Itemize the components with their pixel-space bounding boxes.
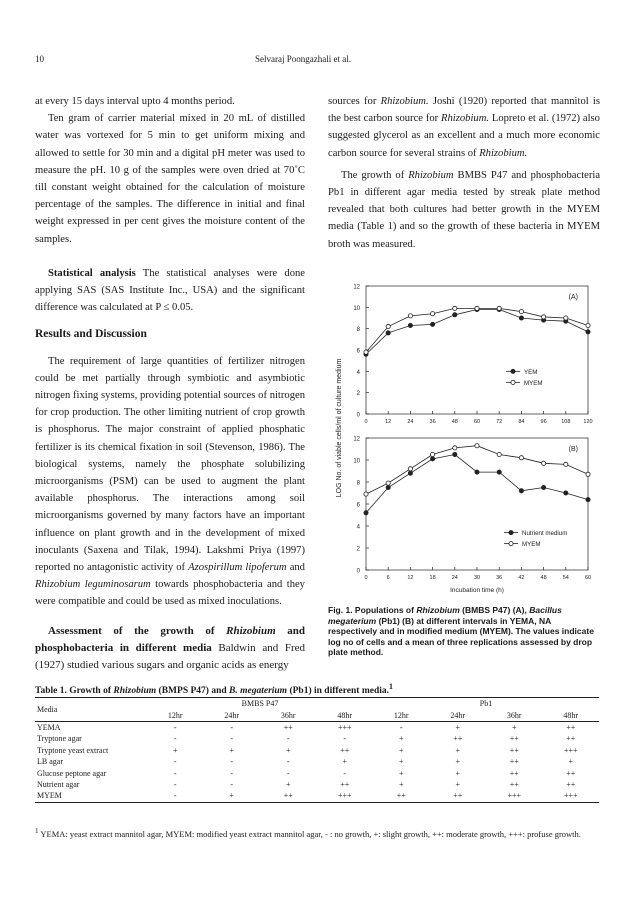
x-axis-label: Incubation time (h) <box>450 587 504 594</box>
media-name: Nutrient agar <box>37 779 80 789</box>
growth-cell: ++ <box>566 768 576 778</box>
x-tick-label: 36 <box>429 419 436 425</box>
growth-cell: - <box>173 757 177 767</box>
data-point <box>497 452 501 456</box>
hour-header: 24hr <box>450 710 466 720</box>
x-tick-label: 60 <box>584 575 592 581</box>
growth-cell: ++ <box>283 722 293 732</box>
growth-cell: ++ <box>566 779 576 789</box>
growth-cell: + <box>398 757 404 767</box>
growth-cell: ++ <box>340 745 350 755</box>
hour-header: 48hr <box>563 710 579 720</box>
x-tick-label: 24 <box>451 575 458 581</box>
table-title: Table 1. Growth of Rhizobium (BMPS P47) and B. megaterium (Pb1) in different media.$^1$ <box>35 682 393 697</box>
y-tick-label: 0 <box>356 412 360 419</box>
table-row <box>35 767 599 778</box>
data-point <box>431 457 435 461</box>
legend-marker <box>509 531 513 535</box>
growth-cell: - <box>230 734 234 744</box>
group-header: BMBS P47 <box>241 699 279 709</box>
page-number: 10 <box>35 54 44 64</box>
data-point <box>408 314 412 318</box>
growth-cell: + <box>455 745 460 755</box>
panel-label: (A) <box>568 294 578 301</box>
hour-header: 12hr <box>167 710 183 720</box>
data-point <box>564 491 568 495</box>
media-name: Tryptone yeast extract <box>37 745 109 755</box>
x-tick-label: 0 <box>364 419 368 425</box>
growth-cell: ++ <box>340 779 350 789</box>
data-point <box>386 481 390 485</box>
hour-header: 36hr <box>506 710 522 720</box>
data-point <box>564 316 568 320</box>
left-column <box>35 93 305 674</box>
growth-cell: - <box>286 768 290 778</box>
growth-cell: - <box>286 757 290 767</box>
y-tick-label: 8 <box>356 327 360 334</box>
x-tick-label: 36 <box>496 575 503 581</box>
x-tick-label: 30 <box>473 575 481 581</box>
data-point <box>408 471 412 475</box>
media-name: MYEM <box>37 791 62 801</box>
table-row <box>35 756 599 767</box>
figure-1-chart <box>326 280 602 602</box>
growth-cell: - <box>399 722 403 732</box>
data-point <box>586 498 590 502</box>
legend-label: MYEM <box>524 379 543 387</box>
paragraph: sources for Rhizobium. Joshi (1920) reported that mannitol is the best carbon source for Rhizobium. Lopreto et al. (1972) also suggested glycerol as an excellent and a much more economic carbon source for several strains of Rhizobium. <box>328 96 600 159</box>
growth-cell: + <box>342 757 347 767</box>
growth-cell: + <box>568 757 573 767</box>
legend-marker <box>509 542 513 546</box>
media-name: Tryptone agar <box>37 734 82 744</box>
y-tick-label: 10 <box>353 458 360 465</box>
growth-cell: + <box>285 745 291 755</box>
growth-cell: + <box>455 779 460 789</box>
paragraph: at every 15 days interval upto 4 months period. <box>35 96 235 107</box>
y-tick-label: 4 <box>356 369 360 376</box>
legend-label: MYEM <box>522 541 541 549</box>
section-heading: Statistical analysis <box>48 267 136 279</box>
growth-cell: - <box>286 734 290 744</box>
growth-cell: - <box>343 768 347 778</box>
table-row <box>35 790 599 802</box>
growth-cell: - <box>173 722 177 732</box>
table-row <box>35 721 599 733</box>
series-line <box>366 309 588 354</box>
growth-cell: +++ <box>563 745 578 755</box>
legend-marker <box>511 369 515 373</box>
data-point <box>519 310 523 314</box>
data-point <box>408 323 412 327</box>
data-point <box>586 323 590 327</box>
growth-cell: ++ <box>509 779 519 789</box>
x-tick-label: 120 <box>583 419 593 425</box>
paragraph: The growth of Rhizobium BMBS P47 and phosphobacteria Pb1 in different agar media tested by streak plate method revealed that both cultures had better growth in the MYEM media (Table 1) and so the growth of these bacteria in MYEM broth was measured. <box>328 169 601 250</box>
data-point <box>519 489 523 493</box>
y-tick-label: 6 <box>356 502 360 509</box>
x-tick-label: 18 <box>429 575 436 581</box>
x-tick-label: 96 <box>540 419 547 425</box>
data-point <box>519 316 523 320</box>
y-tick-label: 4 <box>356 524 360 531</box>
growth-cell: + <box>229 791 234 801</box>
x-tick-label: 54 <box>562 575 569 581</box>
group-header: Pb1 <box>479 699 493 709</box>
data-point <box>475 444 479 448</box>
table-row <box>35 779 599 790</box>
x-tick-label: 6 <box>386 575 390 581</box>
series-line <box>366 308 588 352</box>
growth-cell: - <box>173 779 177 789</box>
data-point <box>453 446 457 450</box>
panel-label: (B) <box>568 446 578 453</box>
growth-cell: + <box>398 734 404 744</box>
y-axis-label: LOG No. of viable cells/ml of culture medium <box>336 358 343 498</box>
growth-cell: ++ <box>509 757 519 767</box>
growth-cell: - <box>173 734 177 744</box>
growth-cell: ++ <box>453 791 463 801</box>
growth-cell: - <box>230 768 234 778</box>
growth-cell: + <box>455 722 460 732</box>
growth-cell: +++ <box>563 791 578 801</box>
results-heading: Results and Discussion <box>35 328 147 341</box>
x-tick-label: 60 <box>473 419 481 425</box>
figure-caption: Fig. 1. Populations of Rhizobium (BMBS P47) (A), Bacillus megaterium (Pb1) (B) at different intervals in YEMA, NA respectively and in modified medium (MYEM). The values indicate log no of cells and a mean of three replications assessed by drop plate method. <box>328 605 594 657</box>
hour-header: 48hr <box>337 710 353 720</box>
x-tick-label: 0 <box>364 575 368 581</box>
plot-frame <box>366 286 588 414</box>
data-point <box>475 306 479 310</box>
x-tick-label: 48 <box>540 575 547 581</box>
growth-cell: ++ <box>396 791 406 801</box>
growth-cell: ++ <box>453 734 463 744</box>
x-tick-label: 12 <box>407 575 414 581</box>
legend-label: YEM <box>524 368 538 376</box>
growth-cell: + <box>455 757 460 767</box>
growth-cell: - <box>230 779 234 789</box>
growth-cell: ++ <box>566 722 576 732</box>
hour-header: 24hr <box>224 710 240 720</box>
data-point <box>431 452 435 456</box>
data-point <box>364 350 368 354</box>
growth-cell: + <box>172 745 178 755</box>
data-point <box>564 462 568 466</box>
data-point <box>586 330 590 334</box>
growth-cell: - <box>343 734 347 744</box>
growth-cell: + <box>285 779 291 789</box>
y-tick-label: 2 <box>356 546 360 553</box>
growth-cell: ++ <box>509 745 519 755</box>
growth-cell: - <box>173 768 177 778</box>
statistical-analysis-paragraph: Statistical analysis The statistical analyses were done applying SAS (SAS Institute Inc., USA) and the significant difference was calculated at P ≤ 0.05. <box>35 267 305 314</box>
y-tick-label: 2 <box>356 391 360 398</box>
growth-cell: +++ <box>337 722 352 732</box>
legend-marker <box>511 380 515 384</box>
table-row <box>35 745 599 756</box>
hour-header: 12hr <box>393 710 409 720</box>
table-footnote: $^1$ YEMA: yeast extract mannitol agar, MYEM: modified yeast extract mannitol agar, - : no growth, +: slight growth, ++: moderate growth, +++: profuse growth. <box>35 827 581 839</box>
data-point <box>386 324 390 328</box>
growth-cell: ++ <box>509 768 519 778</box>
growth-cell: + <box>229 745 234 755</box>
growth-cell: + <box>398 745 404 755</box>
assessment-paragraph: Assessment of the growth of Rhizobium and phosphobacteria in different media Baldwin and Fred (1927) studied various sugars and organic acids as energy <box>35 624 305 672</box>
data-point <box>453 452 457 456</box>
x-tick-label: 24 <box>407 419 414 425</box>
data-point <box>431 322 435 326</box>
data-point <box>364 492 368 496</box>
media-header: Media <box>37 704 58 714</box>
growth-cell: ++ <box>509 734 519 744</box>
data-point <box>408 467 412 471</box>
growth-cell: + <box>511 722 517 732</box>
growth-cell: ++ <box>566 734 576 744</box>
y-tick-label: 0 <box>356 568 360 575</box>
growth-table <box>35 697 599 803</box>
hour-header: 36hr <box>280 710 296 720</box>
media-name: Glucose peptone agar <box>37 768 107 778</box>
y-tick-label: 10 <box>353 305 360 312</box>
x-tick-label: 108 <box>561 419 571 425</box>
media-name: YEMA <box>37 722 61 732</box>
x-tick-label: 72 <box>496 419 503 425</box>
data-point <box>542 315 546 319</box>
growth-cell: + <box>398 779 404 789</box>
table-row <box>35 733 599 744</box>
y-tick-label: 6 <box>356 348 360 355</box>
growth-cell: - <box>230 722 234 732</box>
x-tick-label: 84 <box>518 419 525 425</box>
growth-cell: - <box>230 757 234 767</box>
data-point <box>497 470 501 474</box>
plot-frame <box>366 438 588 570</box>
y-tick-label: 12 <box>353 436 360 443</box>
data-point <box>497 306 501 310</box>
y-tick-label: 12 <box>353 284 360 291</box>
data-point <box>475 470 479 474</box>
data-point <box>542 461 546 465</box>
growth-cell: +++ <box>337 791 352 801</box>
data-point <box>453 306 457 310</box>
data-point <box>519 456 523 460</box>
growth-cell: - <box>173 791 177 801</box>
growth-cell: + <box>455 768 460 778</box>
data-point <box>586 472 590 476</box>
x-tick-label: 48 <box>451 419 458 425</box>
right-column <box>328 93 600 253</box>
x-tick-label: 42 <box>518 575 525 581</box>
data-point <box>386 331 390 335</box>
series-line <box>366 455 588 513</box>
y-tick-label: 8 <box>356 480 360 487</box>
growth-cell: + <box>398 768 404 778</box>
data-point <box>386 485 390 489</box>
growth-cell: +++ <box>507 791 522 801</box>
running-head: Selvaraj Poongazhali et al. <box>255 54 351 64</box>
media-name: LB agar <box>37 757 63 767</box>
x-tick-label: 12 <box>385 419 392 425</box>
data-point <box>364 511 368 515</box>
legend-label: Nutrient medium <box>522 530 568 538</box>
data-point <box>542 485 546 489</box>
data-point <box>431 312 435 316</box>
paragraph: Ten gram of carrier material mixed in 20 mL of distilled water was vortexed for 5 min to get uniform mixing and allowed to settle for 30 min and a digital pH meter was used to measure the pH. 10 g of the samples were oven dried at 70˚C till constant weight obtained for the calculation of moisture percentage of the samples. The difference in initial and final weight expressed in per cent gives the moisture content of the samples. <box>35 113 305 245</box>
data-point <box>453 313 457 317</box>
growth-cell: ++ <box>283 791 293 801</box>
paragraph: The requirement of large quantities of fertilizer nitrogen could be met partially through symbiotic and asymbiotic nitrogen fixing systems, providing potential sources of nitrogen for crop production. The other limiting nutrient of crop growth is phosphorus. The major constraint of applied phosphatic fertilizer is its chemical fixation in soil (Stevenson, 1986). The biological systems, namely the phosphate solubilizing microorganisms (PSM) can be used to augment the plant available phosphorus. The interactions among soil microorganisms governed by many factors have an important influence on plant growth and in the development of mixed inoculants (Saxena and Tilak, 1994). Lakshmi Priya (1997) reported no antagonistic activity of Azospirillum lipoferum and Rhizobium leguminosarum towards phosphobacteria and they were compatible and could be used as mixed inoculations. <box>35 355 305 608</box>
